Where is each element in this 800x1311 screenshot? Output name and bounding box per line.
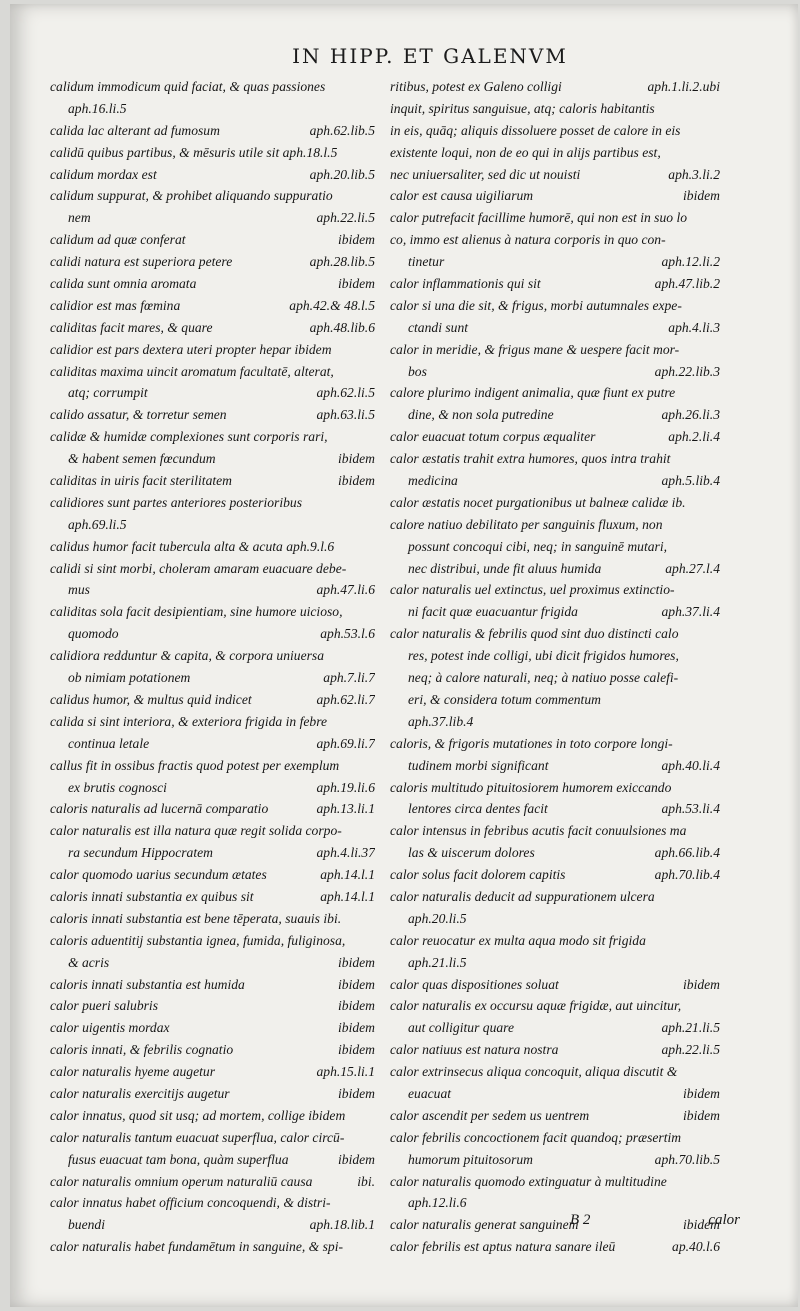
index-entry (50, 579, 375, 601)
index-entry (390, 536, 720, 558)
entry-text: calor si una die sit, & frigus, morbi autumnales expe- (390, 297, 682, 313)
index-entry (390, 974, 720, 996)
index-entry (50, 1017, 375, 1039)
entry-reference: aph.21.li.5 (657, 1017, 720, 1039)
entry-text: neq; à calore naturali, neq; à natiuo posse calefi- (408, 670, 679, 686)
index-entry (390, 1236, 720, 1258)
entry-text: calor extrinsecus aliqua concoquit, aliqua discutit & (390, 1064, 678, 1080)
entry-text: calidæ & humidæ complexiones sunt corporis rari, (50, 429, 328, 445)
entry-reference: aph.37.li.4 (657, 601, 720, 623)
entry-reference: ibidem (334, 952, 375, 974)
index-entry (50, 1039, 375, 1061)
entry-text: calor natiuus est natura nostra (390, 1042, 559, 1058)
entry-text: aph.37.lib.4 (408, 713, 474, 729)
index-entry (50, 361, 375, 383)
entry-text: calor naturalis & febrilis quod sint duo distincti calo (390, 626, 679, 642)
entry-text: calor innatus, quod sit usq; ad mortem, collige ibidem (50, 1107, 346, 1123)
index-entry (390, 930, 720, 952)
entry-text: calor naturalis uel extinctus, uel proximus extinctio- (390, 582, 675, 598)
entry-reference: aph.63.li.5 (312, 404, 375, 426)
index-entry (50, 339, 375, 361)
entry-reference: aph.4.li.3 (664, 317, 720, 339)
entry-text: caloris innati substantia est bene tēperata, suauis ibi. (50, 910, 342, 926)
index-entry (50, 1236, 375, 1258)
entry-text: caloris aduentitij substantia ignea, fumida, fuliginosa, (50, 932, 346, 948)
entry-reference: ibidem (679, 1214, 720, 1236)
index-entry (50, 1061, 375, 1083)
entry-text: dine, & non sola putredine (408, 407, 554, 423)
entry-reference: aph.70.lib.5 (651, 1149, 720, 1171)
entry-text: caloris innati, & febrilis cognatio (50, 1042, 234, 1058)
entry-text: calor naturalis tantum euacuat superflua, calor circū- (50, 1129, 345, 1145)
index-entry (50, 185, 375, 207)
index-entry (50, 798, 375, 820)
index-entry (390, 1127, 720, 1149)
entry-reference: aph.19.li.6 (312, 777, 375, 799)
index-entry (50, 492, 375, 514)
index-entry (50, 514, 375, 536)
index-entry (50, 974, 375, 996)
entry-text: calor naturalis est illa natura quæ regit solida corpo- (50, 823, 342, 839)
entry-text: in eis, quāq; aliquis dissoluere posset de calore in eis (390, 122, 681, 138)
entry-text: ra secundum Hippocratem (68, 845, 213, 861)
index-entry (390, 601, 720, 623)
entry-text: calidum immodicum quid faciat, & quas passiones (50, 79, 326, 94)
entry-reference: ibidem (334, 995, 375, 1017)
entry-reference: ibidem (334, 229, 375, 251)
entry-text: calore plurimo indigent animalia, quæ fiunt ex putre (390, 385, 676, 401)
entry-text: medicina (408, 473, 458, 489)
index-entry (50, 1149, 375, 1171)
index-entry (50, 1083, 375, 1105)
index-entry (50, 142, 375, 164)
index-entry (50, 689, 375, 711)
entry-reference: ibidem (679, 1083, 720, 1105)
entry-text: calidiores sunt partes anteriores posterioribus (50, 494, 302, 510)
entry-reference: ibidem (679, 1105, 720, 1127)
index-entry (50, 317, 375, 339)
entry-reference: ibidem (334, 1017, 375, 1039)
index-entry (390, 426, 720, 448)
index-entry (390, 448, 720, 470)
entry-reference: ibi. (353, 1171, 375, 1193)
index-entry (50, 1192, 375, 1214)
running-header: IN HIPP. ET GALENVM (292, 44, 568, 68)
index-entry (50, 207, 375, 229)
index-entry (390, 689, 720, 711)
index-entry (390, 1105, 720, 1127)
entry-text: inquit, spiritus sanguisue, atq; caloris habitantis (390, 100, 655, 116)
index-entry (390, 120, 720, 142)
index-entry (50, 908, 375, 930)
entry-reference: ibidem (334, 1149, 375, 1171)
entry-text: calor naturalis ex occursu aquæ frigidæ, aut uincitur, (390, 998, 682, 1014)
entry-text: calor solus facit dolorem capitis (390, 867, 566, 883)
index-entry (50, 558, 375, 580)
entry-text: calidum ad quæ conferat (50, 232, 186, 248)
entry-text: calidū quibus partibus, & mēsuris utile sit aph.18.l.5 (50, 144, 338, 160)
entry-reference: ap.40.l.6 (668, 1236, 720, 1258)
entry-reference: ibidem (334, 1083, 375, 1105)
entry-reference: aph.13.li.1 (312, 798, 375, 820)
index-entry (50, 711, 375, 733)
entry-text: nec uniuersaliter, sed dic ut nouisti (390, 166, 581, 182)
index-entry (390, 317, 720, 339)
entry-reference: ibidem (334, 974, 375, 996)
entry-text: calor pueri salubris (50, 998, 158, 1014)
entry-text: calor naturalis exercitijs augetur (50, 1085, 230, 1101)
index-entry (390, 404, 720, 426)
entry-text: quomodo (68, 626, 119, 642)
index-entry (50, 623, 375, 645)
index-entry (390, 1039, 720, 1061)
entry-reference: aph.22.lib.3 (651, 361, 720, 383)
entry-text: mus (68, 582, 90, 598)
index-entry (390, 1192, 720, 1214)
entry-reference: aph.28.lib.5 (306, 251, 375, 273)
index-entry (390, 361, 720, 383)
index-entry (50, 886, 375, 908)
entry-text: nem (68, 210, 91, 226)
entry-reference: aph.15.li.1 (312, 1061, 375, 1083)
entry-text: caloris innati substantia ex quibus sit (50, 888, 254, 904)
entry-reference: aph.14.l.1 (316, 864, 375, 886)
index-entry (390, 185, 720, 207)
entry-reference: aph.47.lib.2 (651, 273, 720, 295)
index-entry (50, 536, 375, 558)
entry-reference: aph.70.lib.4 (651, 864, 720, 886)
entry-text: calida lac alterant ad fumosum (50, 122, 220, 138)
entry-text: caliditas facit mares, & quare (50, 319, 213, 335)
entry-reference: aph.47.li.6 (312, 579, 375, 601)
index-entry (390, 1017, 720, 1039)
entry-text: caloris multitudo pituitosiorem humorem exiccando (390, 779, 672, 795)
entry-text: calidiora redduntur & capita, & corpora uniuersa (50, 648, 325, 664)
index-entry (390, 251, 720, 273)
index-entry (50, 667, 375, 689)
entry-text: & habent semen fœcundum (68, 451, 216, 467)
index-entry (390, 492, 720, 514)
index-entry (390, 995, 720, 1017)
index-entry (50, 1105, 375, 1127)
entry-reference: aph.12.li.2 (657, 251, 720, 273)
entry-text: possunt concoqui cibi, neq; in sanguinē mutari, (408, 538, 668, 554)
entry-text: ob nimiam potationem (68, 670, 191, 686)
entry-text: calor uigentis mordax (50, 1020, 170, 1036)
entry-text: calidus humor, & multus quid indicet (50, 691, 252, 707)
index-entry (50, 76, 375, 98)
index-entry (390, 579, 720, 601)
index-entry (390, 1171, 720, 1193)
entry-reference: aph.4.li.37 (312, 842, 375, 864)
entry-text: atq; corrumpit (68, 385, 148, 401)
entry-reference: aph.40.li.4 (657, 755, 720, 777)
entry-reference: ibidem (679, 185, 720, 207)
index-entry (390, 76, 720, 98)
entry-text: calidus humor facit tubercula alta & acuta aph.9.l.6 (50, 538, 335, 554)
entry-text: calor quomodo uarius secundum ætates (50, 867, 267, 883)
entry-reference: aph.42.& 48.l.5 (285, 295, 375, 317)
index-entry (390, 339, 720, 361)
entry-text: aph.69.li.5 (68, 516, 127, 532)
entry-reference: aph.14.l.1 (316, 886, 375, 908)
index-entry (50, 842, 375, 864)
entry-text: euacuat (408, 1085, 452, 1101)
index-entry (390, 711, 720, 733)
index-entry (50, 98, 375, 120)
index-entry (390, 1214, 720, 1236)
entry-text: res, potest inde colligi, ubi dicit frigidos humores, (408, 648, 679, 664)
entry-reference: aph.53.li.4 (657, 798, 720, 820)
entry-text: calor æstatis nocet purgationibus ut balneæ calidæ ib. (390, 494, 686, 510)
entry-text: ritibus, potest ex Galeno colligi (390, 79, 562, 94)
entry-reference: aph.26.li.3 (657, 404, 720, 426)
entry-text: calor euacuat totum corpus æqualiter (390, 429, 596, 445)
entry-text: humorum pituitosorum (408, 1151, 533, 1167)
index-entry (50, 601, 375, 623)
entry-text: calidi si sint morbi, choleram amaram euacuare debe- (50, 560, 347, 576)
entry-reference: ibidem (679, 974, 720, 996)
entry-text: existente loqui, non de eo qui in alijs partibus est, (390, 144, 661, 160)
entry-reference: aph.62.lib.5 (306, 120, 375, 142)
index-entry (50, 426, 375, 448)
index-entry (50, 733, 375, 755)
entry-text: ni facit quæ euacuantur frigida (408, 604, 578, 620)
entry-reference: aph.66.lib.4 (651, 842, 720, 864)
entry-text: tudinem morbi significant (408, 757, 549, 773)
index-entry (50, 295, 375, 317)
entry-reference: aph.2.li.4 (664, 426, 720, 448)
entry-text: calor innatus habet officium concoquendi, & distri- (50, 1195, 331, 1211)
entry-text: calidi natura est superiora petere (50, 254, 233, 270)
entry-reference: ibidem (334, 273, 375, 295)
entry-text: calor ascendit per sedem us uentrem (390, 1107, 590, 1123)
index-entry (390, 645, 720, 667)
entry-text: aph.21.li.5 (408, 954, 467, 970)
entry-text: fusus euacuat tam bona, quàm superflua (68, 1151, 289, 1167)
entry-text: calor æstatis trahit extra humores, quos intra trahit (390, 451, 671, 467)
entry-text: calor est causa uigiliarum (390, 188, 534, 204)
index-entry (390, 842, 720, 864)
index-entry (390, 558, 720, 580)
entry-reference: aph.7.li.7 (319, 667, 375, 689)
entry-text: caloris, & frigoris mutationes in toto corpore longi- (390, 735, 673, 751)
index-entry (390, 207, 720, 229)
index-entry (390, 1149, 720, 1171)
index-entry (390, 952, 720, 974)
entry-text: caliditas maxima uincit aromatum facultatē, alterat, (50, 363, 334, 379)
index-entry (390, 623, 720, 645)
entry-reference: aph.27.l.4 (661, 558, 720, 580)
index-entry (50, 755, 375, 777)
index-entry (390, 142, 720, 164)
entry-text: aph.20.li.5 (408, 910, 467, 926)
entry-reference: aph.22.li.5 (312, 207, 375, 229)
entry-text: caliditas sola facit desipientiam, sine humore uicioso, (50, 604, 343, 620)
index-entry (50, 820, 375, 842)
entry-text: calor febrilis concoctionem facit quandoq; præsertim (390, 1129, 682, 1145)
entry-text: calor febrilis est aptus natura sanare ileū (390, 1239, 616, 1255)
index-entry (390, 1061, 720, 1083)
index-entry (390, 295, 720, 317)
entry-text: & acris (68, 954, 110, 970)
index-entry (50, 952, 375, 974)
entry-reference: aph.62.li.5 (312, 382, 375, 404)
index-entry (390, 733, 720, 755)
entry-reference: aph.18.lib.1 (306, 1214, 375, 1236)
entry-text: caliditas in uiris facit sterilitatem (50, 473, 233, 489)
index-entry (50, 404, 375, 426)
index-entry (390, 908, 720, 930)
entry-text: caloris innati substantia est humida (50, 976, 245, 992)
index-entry (390, 864, 720, 886)
entry-text: co, immo est alienus à natura corporis in quo con- (390, 232, 666, 248)
signature-mark: B 2 (570, 1212, 591, 1228)
index-entry (50, 448, 375, 470)
index-entry (50, 164, 375, 186)
index-entry (390, 820, 720, 842)
entry-reference: aph.5.lib.4 (657, 470, 720, 492)
index-entry (390, 470, 720, 492)
index-entry (50, 273, 375, 295)
entry-text: ex brutis cognosci (68, 779, 167, 795)
index-entry (390, 229, 720, 251)
index-entry (390, 886, 720, 908)
entry-text: lentores circa dentes facit (408, 801, 548, 817)
entry-text: continua letale (68, 735, 150, 751)
entry-text: aph.16.li.5 (68, 100, 127, 116)
entry-text: bos (408, 363, 427, 379)
entry-text: calor reuocatur ex multa aqua modo sit frigida (390, 932, 646, 948)
entry-text: calor naturalis omnium operum naturaliū causa (50, 1173, 313, 1189)
index-entry (390, 164, 720, 186)
entry-text: aph.12.li.6 (408, 1195, 467, 1211)
index-entry (50, 470, 375, 492)
index-entry (390, 273, 720, 295)
index-entry (390, 98, 720, 120)
index-entry (390, 798, 720, 820)
catchword: calor (708, 1212, 740, 1228)
index-entry (50, 864, 375, 886)
entry-text: caloris naturalis ad lucernā comparatio (50, 801, 269, 817)
entry-text: calidior est pars dextera uteri propter hepar ibidem (50, 341, 332, 357)
left-column (50, 76, 375, 1258)
entry-text: nec distribui, unde fit aluus humida (408, 560, 602, 576)
entry-text: calidior est mas fœmina (50, 297, 181, 313)
entry-reference: aph.48.lib.6 (306, 317, 375, 339)
index-entry (50, 1127, 375, 1149)
entry-reference: aph.69.li.7 (312, 733, 375, 755)
index-entry (390, 1083, 720, 1105)
index-entry (50, 1214, 375, 1236)
entry-text: calidum mordax est (50, 166, 157, 182)
index-entry (50, 645, 375, 667)
index-entry (50, 251, 375, 273)
index-entry (50, 382, 375, 404)
entry-text: ctandi sunt (408, 319, 469, 335)
entry-reference: aph.1.li.2.ubi (643, 76, 720, 98)
entry-text: calida si sint interiora, & exteriora frigida in febre (50, 713, 328, 729)
entry-text: calor quas dispositiones soluat (390, 976, 559, 992)
entry-reference: aph.22.li.5 (657, 1039, 720, 1061)
entry-text: aut colligitur quare (408, 1020, 514, 1036)
index-entry (390, 667, 720, 689)
index-entry (50, 930, 375, 952)
entry-text: calor naturalis habet fundamētum in sanguine, & spi- (50, 1239, 344, 1255)
entry-text: calor inflammationis qui sit (390, 276, 541, 292)
entry-text: calida sunt omnia aromata (50, 276, 197, 292)
entry-text: calor intensus in febribus acutis facit conuulsiones ma (390, 823, 687, 839)
entry-text: calor naturalis quomodo extinguatur à multitudine (390, 1173, 667, 1189)
index-entry (50, 777, 375, 799)
entry-reference: ibidem (334, 1039, 375, 1061)
entry-reference: aph.3.li.2 (664, 164, 720, 186)
index-entry (50, 995, 375, 1017)
index-entry (50, 120, 375, 142)
index-entry (390, 777, 720, 799)
entry-text: calor in meridie, & frigus mane & uespere facit mor- (390, 341, 680, 357)
entry-text: calor naturalis deducit ad suppurationem ulcera (390, 888, 655, 904)
entry-text: las & uiscerum dolores (408, 845, 535, 861)
entry-text: calido assatur, & torretur semen (50, 407, 227, 423)
entry-reference: ibidem (334, 470, 375, 492)
entry-reference: ibidem (334, 448, 375, 470)
entry-text: calore natiuo debilitato per sanguinis fluxum, non (390, 516, 663, 532)
entry-reference: aph.20.lib.5 (306, 164, 375, 186)
entry-text: tinetur (408, 254, 445, 270)
index-entry (390, 514, 720, 536)
entry-text: callus fit in ossibus fractis quod potest per exemplum (50, 757, 340, 773)
index-entry (390, 382, 720, 404)
entry-text: calor naturalis generat sanguinem (390, 1217, 579, 1233)
entry-text: calor naturalis hyeme augetur (50, 1064, 215, 1080)
right-column (390, 76, 720, 1258)
index-entry (50, 229, 375, 251)
entry-reference: aph.53.l.6 (316, 623, 375, 645)
entry-text: eri, & considera totum commentum (408, 691, 601, 707)
index-entry (50, 1171, 375, 1193)
entry-text: calor putrefacit facillime humorē, qui non est in suo lo (390, 210, 688, 226)
entry-text: calidum suppurat, & prohibet aliquando suppuratio (50, 188, 333, 204)
book-page (10, 4, 798, 1307)
entry-text: buendi (68, 1217, 105, 1233)
index-entry (390, 755, 720, 777)
entry-reference: aph.62.li.7 (312, 689, 375, 711)
